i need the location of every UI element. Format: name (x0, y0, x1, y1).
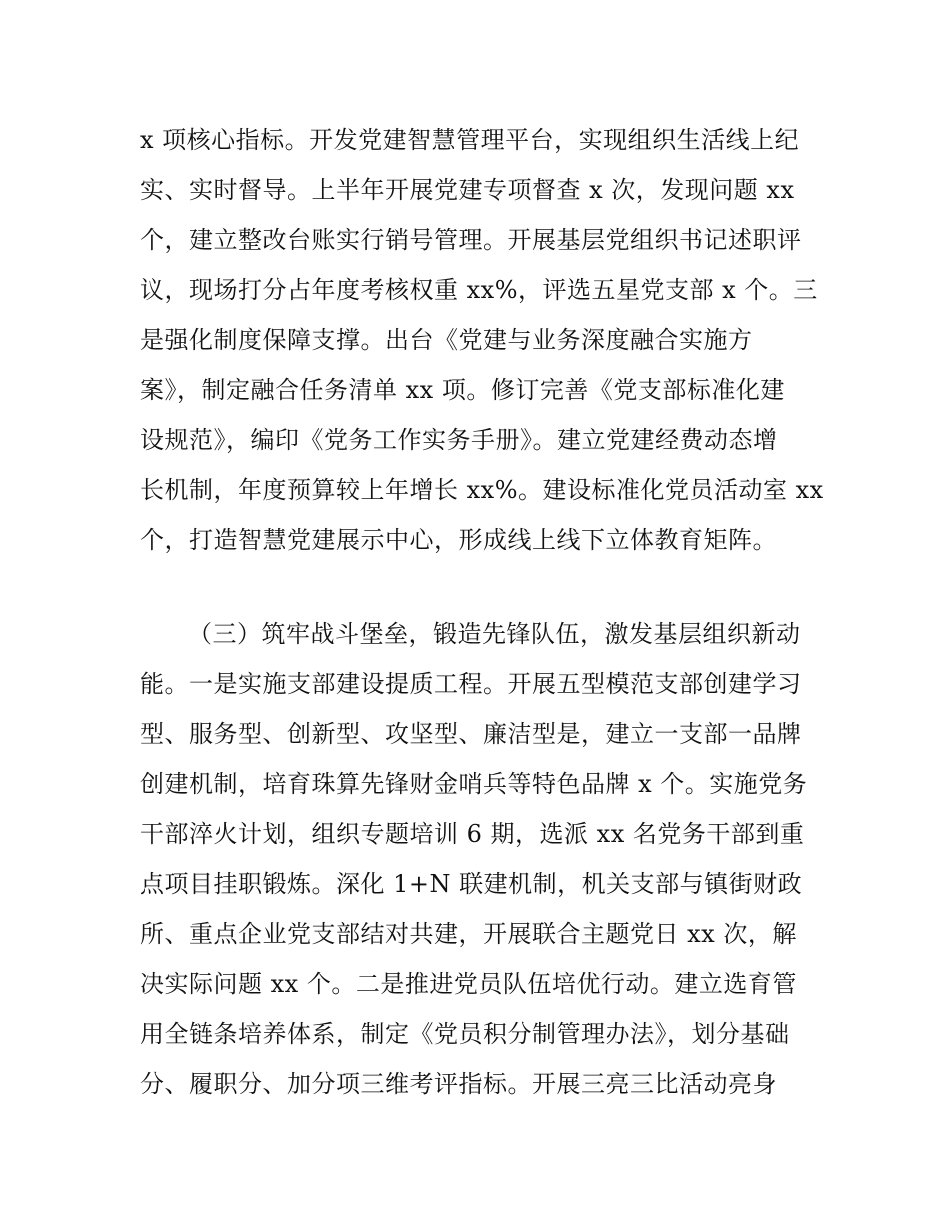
paragraph-1-line: 长机制，年度预算较上年增长 xx%。建设标准化党员活动室 xx (140, 476, 824, 504)
paragraph-2-line-indented: （三）筑牢战斗堡垒，锻造先锋队伍，激发基层组织新动 (188, 620, 801, 648)
paragraph-1-line: 议，现场打分占年度考核权重 xx%，评选五星党支部 x 个。三 (140, 276, 818, 304)
paragraph-1 (140, 124, 824, 564)
paragraph-1-line: 个，打造智慧党建展示中心，形成线上线下立体教育矩阵。 (140, 526, 777, 554)
paragraph-1-line: 设规范》，编印《党务工作实务手册》。建立党建经费动态增 (140, 426, 778, 454)
paragraph-1-line: 是强化制度保障支撑。出台《党建与业务深度融合实施方 (140, 326, 753, 354)
paragraph-2-line: 创建机制，培育珠算先锋财金哨兵等特色品牌 x 个。实施党务 (140, 770, 808, 798)
paragraph-1-line: 实、实时督导。上半年开展党建专项督查 x 次，发现问题 xx (140, 176, 795, 204)
paragraph-2-line: 点项目挂职锻炼。深化 1+N 联建机制，机关支部与镇街财政 (140, 870, 803, 898)
paragraph-1-line: 案》，制定融合任务清单 xx 项。修订完善《党支部标准化建 (140, 376, 785, 404)
paragraph-2-line: 干部淬火计划，组织专题培训 6 期，选派 xx 名党务干部到重 (140, 820, 805, 848)
paragraph-2-line: 能。一是实施支部建设提质工程。开展五型模范支部创建学习 (140, 670, 802, 698)
paragraph-2-line: 用全链条培养体系，制定《党员积分制管理办法》，划分基础 (140, 1020, 790, 1048)
paragraph-2-line: 分、履职分、加分项三维考评指标。开展三亮三比活动亮身 (140, 1070, 777, 1098)
paragraph-2 (140, 618, 820, 1108)
paragraph-1-line: x 项核心指标。开发党建智慧管理平台，实现组织生活线上纪 (140, 126, 800, 154)
paragraph-2-line: 决实际问题 xx 个。二是推进党员队伍培优行动。建立选育管 (140, 970, 797, 998)
paragraph-2-line: 所、重点企业党支部结对共建，开展联合主题党日 xx 次，解 (140, 920, 797, 948)
paragraph-2-line: 型、服务型、创新型、攻坚型、廉洁型是，建立一支部一品牌 (140, 720, 802, 748)
paragraph-1-line: 个，建立整改台账实行销号管理。开展基层党组织书记述职评 (140, 226, 802, 254)
